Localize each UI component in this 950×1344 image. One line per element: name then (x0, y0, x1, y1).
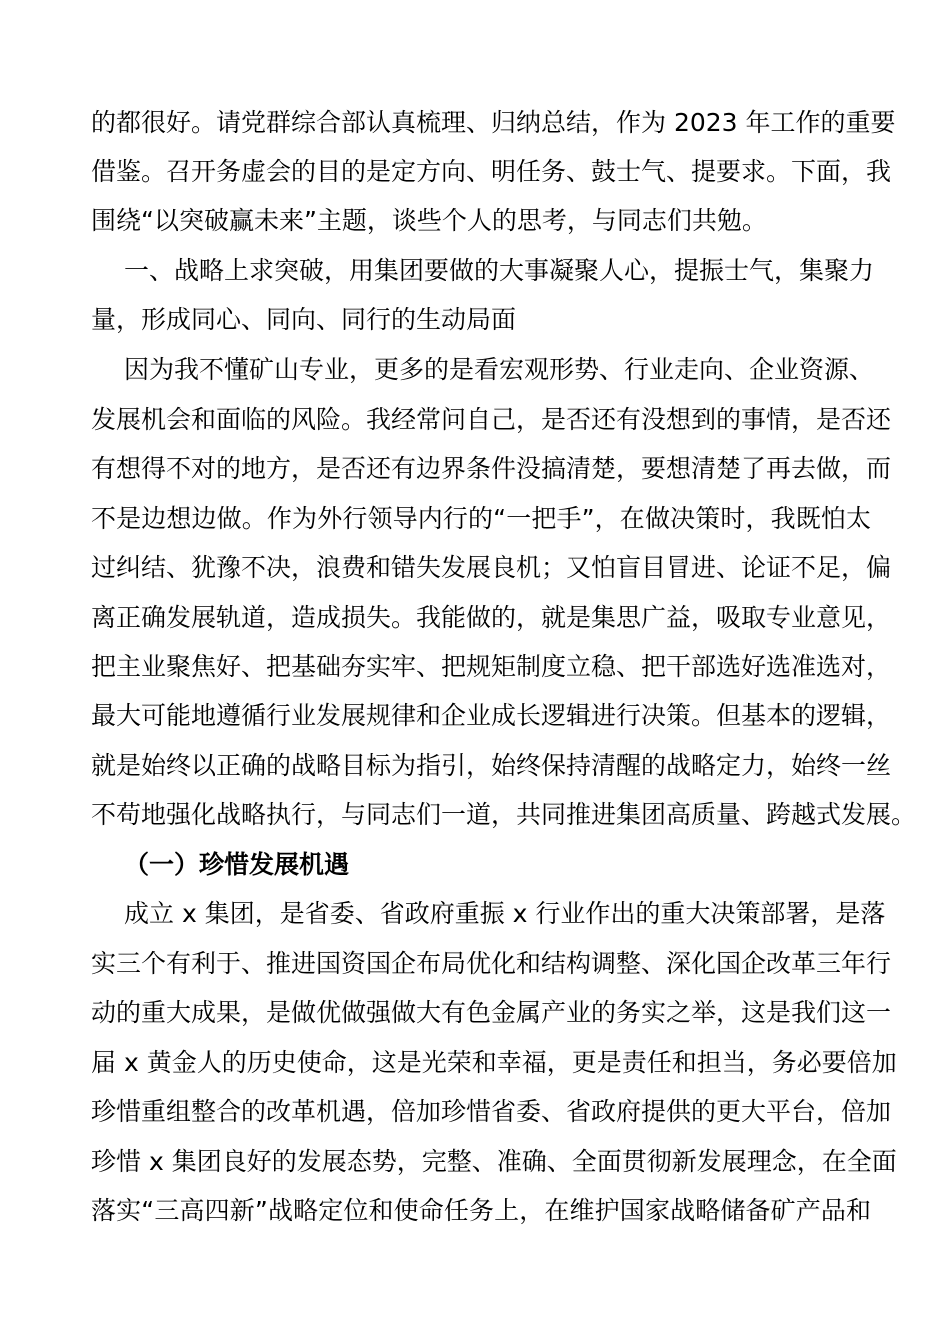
section-heading-line: 一、战略上求突破，用集团要做的大事凝聚人心，提振士气，集聚力 (124, 256, 875, 285)
body-text-line: 就是始终以正确的战略目标为指引，始终保持清醒的战略定力，始终一丝 (91, 751, 892, 780)
body-text-line: 不是边想边做。作为外行领导内行的“一把手”，在做决策时，我既怕太 (91, 504, 871, 533)
body-text-line: 发展机会和面临的风险。我经常问自己，是否还有没想到的事情，是否还 (91, 405, 892, 434)
body-text-line: 实三个有利于、推进国资国企布局优化和结构调整、深化国企改革三年行 (91, 949, 892, 978)
body-text-line: 的都很好。请党群综合部认真梳理、归纳总结，作为 2023 年工作的重要 (91, 108, 896, 137)
body-text-line: 届 x 黄金人的历史使命，这是光荣和幸福，更是责任和担当，务必要倍加 (91, 1048, 897, 1077)
body-text-line: 不苟地强化战略执行，与同志们一道，共同推进集团高质量、跨越式发展。 (91, 800, 917, 829)
body-text-line: 围绕“以突破赢未来”主题，谈些个人的思考，与同志们共勉。 (91, 206, 767, 235)
body-text-line: 珍惜重组整合的改革机遇，倍加珍惜省委、省政府提供的更大平台，倍加 (91, 1097, 892, 1126)
body-text-line: 把主业聚焦好、把基础夯实牢、把规矩制度立稳、把干部选好选准选对， (91, 652, 892, 681)
body-text-line: 动的重大成果，是做优做强做大有色金属产业的务实之举，这是我们这一 (91, 998, 892, 1027)
body-text-line: 过纠结、犹豫不决，浪费和错失发展良机；又怕盲目冒进、论证不足，偏 (91, 553, 892, 582)
subsection-heading: （一）珍惜发展机遇 (124, 850, 350, 879)
body-text-line: 成立 x 集团，是省委、省政府重振 x 行业作出的重大决策部署，是落 (124, 899, 886, 928)
body-text-line: 最大可能地遵循行业发展规律和企业成长逻辑进行决策。但基本的逻辑， (91, 701, 892, 730)
body-text-line: 有想得不对的地方，是否还有边界条件没搞清楚，要想清楚了再去做，而 (91, 454, 892, 483)
body-text-line: 离正确发展轨道，造成损失。我能做的，就是集思广益，吸取专业意见， (91, 603, 892, 632)
body-text-line: 借鉴。召开务虚会的目的是定方向、明任务、鼓士气、提要求。下面，我 (91, 157, 892, 186)
body-text-line: 珍惜 x 集团良好的发展态势，完整、准确、全面贯彻新发展理念，在全面 (91, 1147, 897, 1176)
body-text-line: 落实“三高四新”战略定位和使命任务上，在维护国家战略储备矿产品和 (91, 1196, 871, 1225)
body-text-line: 因为我不懂矿山专业，更多的是看宏观形势、行业走向、企业资源、 (124, 355, 875, 384)
section-heading-line: 量，形成同心、同向、同行的生动局面 (91, 305, 517, 334)
